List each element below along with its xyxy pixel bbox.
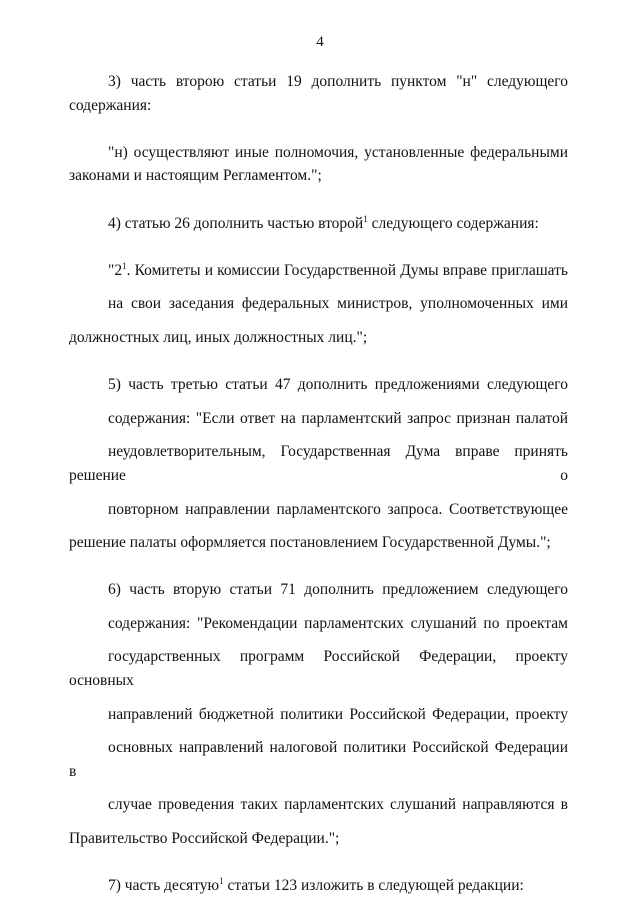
text-fragment: 4) статью 26 дополнить частью второй: [108, 214, 364, 232]
text-line: на свои заседания федеральных министров, уполномоченных ими: [108, 295, 568, 313]
text-line: 3) часть второю статьи 19 дополнить пунктом "н" следующего: [108, 73, 568, 90]
text-fragment: 7) часть десятую: [108, 877, 220, 895]
text-line: 5) часть третью статьи 47 дополнить предложениями следующего: [108, 376, 568, 394]
amendment-item-3: [69, 70, 568, 117]
amendment-item-2-1: [69, 259, 568, 350]
amendment-item-5: [69, 373, 568, 555]
text-line: решение палаты оформляется постановлением Государственной Думы.";: [69, 534, 551, 552]
text-fragment: . Комитеты и комиссии Государственной Думы вправе приглашать: [126, 261, 568, 279]
text-line: [69, 259, 568, 283]
text-fragment: следующего содержания:: [367, 214, 539, 232]
text-line: содержания: "Если ответ на парламентский запрос признан палатой: [108, 409, 568, 427]
superscript: 1: [363, 213, 368, 224]
text-fragment: "2: [108, 261, 123, 279]
text-line: 6) часть вторую статьи 71 дополнить предложением следующего: [108, 581, 568, 599]
superscript: 1: [122, 260, 127, 271]
text-line: [69, 212, 568, 236]
amendment-item-n: [69, 141, 568, 188]
document-body: [69, 70, 568, 898]
text-fragment: статьи 123 изложить в следующей редакции:: [223, 877, 524, 895]
amendment-item-7: [69, 874, 568, 898]
text-line: "н) осуществляют иные полномочия, установленные федеральными: [108, 143, 568, 161]
text-line: государственных программ Российской Федерации, проекту основных: [69, 648, 568, 690]
amendment-item-4: [69, 212, 568, 236]
text-line: [69, 874, 568, 898]
text-line: Правительство Российской Федерации.";: [69, 830, 340, 848]
amendment-item-6: [69, 578, 568, 850]
text-line: неудовлетворительным, Государственная Дума вправе принять решение о: [69, 443, 568, 484]
text-line: должностных лиц, иных должностных лиц.";: [69, 328, 368, 346]
text-line: законами и настоящим Регламентом.";: [69, 167, 322, 185]
page-number: 4: [316, 34, 324, 50]
text-line: содержания:: [69, 96, 152, 114]
text-line: повторном направлении парламентского запроса. Соответствующее: [108, 500, 568, 518]
text-line: содержания: "Рекомендации парламентских слушаний по проектам: [108, 614, 568, 632]
superscript: 1: [219, 876, 224, 887]
text-line: основных направлений налоговой политики Российской Федерации в: [69, 739, 568, 780]
text-line: случае проведения таких парламентских слушаний направляются в: [108, 796, 568, 814]
text-line: направлений бюджетной политики Российской Федерации, проекту: [108, 705, 568, 723]
